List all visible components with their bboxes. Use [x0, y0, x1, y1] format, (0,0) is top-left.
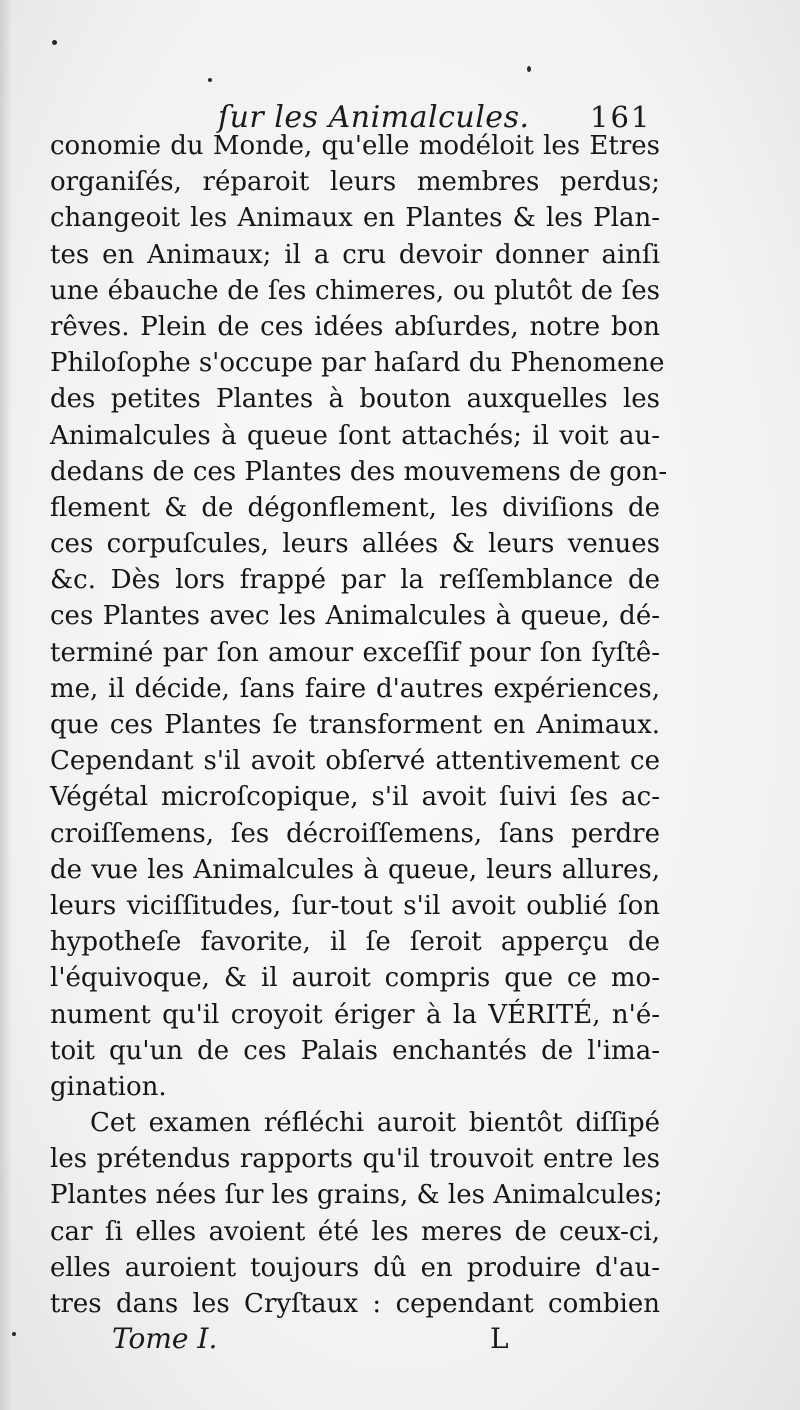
text-line: tes en Animaux; il a cru devoir donner ainſi — [50, 239, 660, 270]
text-line: terminé par ſon amour exceſſif pour ſon ſyſtê- — [50, 637, 660, 668]
ink-speck — [208, 78, 212, 82]
text-line: des petites Plantes à bouton auxquelles les — [50, 384, 660, 415]
running-head-title: ſur les Animalcules. — [218, 100, 530, 135]
text-line: Plantes nées ſur les grains, & les Animalcules; — [50, 1180, 663, 1211]
text-line-paragraph-start: Cet examen réfléchi auroit bientôt diſſipé — [90, 1108, 660, 1139]
text-line: que ces Plantes ſe transforment en Animaux. — [50, 710, 660, 740]
text-line: Végétal microſcopique, s'il avoit ſuivi ſes ac- — [50, 782, 660, 813]
page-edge-shadow — [0, 0, 12, 1410]
text-line: organiſés, réparoit leurs membres perdus; — [50, 167, 660, 198]
text-line: ces corpuſcules, leurs allées & leurs venues — [50, 529, 660, 560]
text-line: tres dans les Cryſtaux : cependant combien — [50, 1289, 660, 1319]
text-line: flement & de dégonflement, les diviſions de — [50, 492, 660, 523]
page-number: 161 — [590, 100, 652, 134]
text-line: une ébauche de ſes chimeres, ou plutôt de ſes — [50, 275, 660, 306]
text-line: toit qu'un de ces Palais enchantés de l'ima- — [50, 1035, 660, 1066]
text-line: Philoſophe s'occupe par haſard du Phenomene — [50, 348, 665, 379]
text-line: ces Plantes avec les Animalcules à queue, dé- — [50, 601, 660, 632]
text-line: elles auroient toujours dû en produire d'au- — [50, 1252, 660, 1283]
text-line: car ſi elles avoient été les meres de ceux-ci, — [50, 1216, 660, 1247]
text-line: hypotheſe favorite, il ſe ſeroit apperçu de — [50, 927, 660, 958]
text-line-paragraph-end: gination. — [50, 1071, 167, 1102]
volume-signature: Tome I. — [112, 1322, 218, 1355]
text-line: dedans de ces Plantes des mouvemens de gon- — [50, 456, 668, 487]
text-line: rêves. Plein de ces idées abſurdes, notre bon — [50, 311, 660, 342]
ink-speck — [52, 40, 57, 45]
sheet-mark: L — [490, 1322, 509, 1355]
text-line: de vue les Animalcules à queue, leurs allures, — [50, 854, 660, 885]
text-line: leurs viciſſitudes, ſur-tout s'il avoit oublié ſon — [50, 890, 660, 921]
text-line: Cependant s'il avoit obſervé attentivement ce — [50, 746, 660, 777]
text-line: l'équivoque, & il auroit compris que ce mo- — [50, 963, 660, 994]
text-line: changeoit les Animaux en Plantes & les Plan- — [50, 203, 660, 234]
text-line: &c. Dès lors frappé par la reſſemblance de — [50, 565, 660, 596]
text-line: me, il décide, ſans faire d'autres expériences, — [50, 673, 660, 704]
text-line: les prétendus rapports qu'il trouvoit entre les — [50, 1144, 660, 1175]
text-line: nument qu'il croyoit ériger à la VÉRITÉ, n'é- — [50, 999, 660, 1030]
ink-speck — [12, 1332, 16, 1336]
body-text — [50, 128, 668, 1322]
text-line: Animalcules à queue ſont attachés; il voit au- — [50, 420, 660, 451]
ink-speck — [527, 66, 531, 72]
text-line: conomie du Monde, qu'elle modéloit les Etres — [50, 131, 660, 161]
text-line: croiſſemens, ſes décroiſſemens, ſans perdre — [50, 818, 660, 849]
page-footer — [0, 1322, 800, 1362]
